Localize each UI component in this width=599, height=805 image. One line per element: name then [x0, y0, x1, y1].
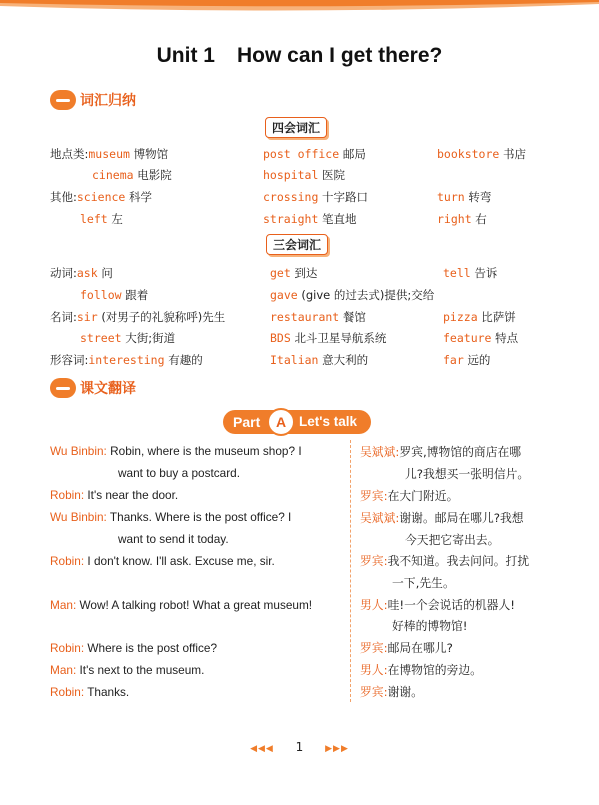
vocab-entry: feature 特点 — [443, 331, 519, 345]
part-title: Let's talk — [293, 410, 371, 434]
page-title — [0, 44, 599, 68]
dialogue-line-cn: 男人:哇!一个会说话的机器人! — [360, 598, 516, 612]
dialogue-line-cn: 罗宾:我不知道。我去问问。打扰 — [360, 554, 530, 568]
vocab-entry: cinema 电影院 — [92, 168, 172, 182]
dialogue-line-en: Man: It's next to the museum. — [50, 663, 205, 677]
vocab-entry: far 远的 — [443, 353, 491, 367]
dialogue-line-en: Wu Binbin: Thanks. Where is the post office? I — [50, 510, 292, 524]
page-number: 1 — [295, 740, 304, 754]
vocab-entry: left 左 — [80, 212, 123, 226]
vocab-entry: follow 跟着 — [80, 288, 149, 302]
vocab-entry: turn 转弯 — [437, 190, 492, 204]
vocab-entry: hospital 医院 — [263, 168, 346, 182]
tag-three-level-vocab: 三会词汇 — [266, 234, 328, 255]
page-footer — [0, 740, 599, 754]
vocab-row: 动词:ask 问 — [50, 266, 113, 280]
vocab-entry: street 大街;街道 — [80, 331, 176, 345]
dialogue-line-cn: 吴斌斌:罗宾,博物馆的商店在哪 — [360, 445, 522, 459]
vocab-entry: Italian 意大利的 — [270, 353, 369, 367]
vocab-entry: right 右 — [437, 212, 487, 226]
vocab-row: 地点类:museum 博物馆 — [50, 147, 169, 161]
vocab-entry: get 到达 — [270, 266, 318, 280]
next-arrows-icon: ▶▶▶ — [325, 744, 349, 754]
dialogue-line-en: Robin: Where is the post office? — [50, 641, 218, 655]
vocab-entry: straight 笔直地 — [263, 212, 357, 226]
vocab-entry: crossing 十字路口 — [263, 190, 369, 204]
prev-arrows-icon: ◀◀◀ — [250, 744, 274, 754]
section-marker-icon — [50, 90, 76, 110]
part-letter-badge: A — [267, 408, 295, 436]
tag-four-level-vocab: 四会词汇 — [265, 117, 327, 138]
vocab-row: 其他:science 科学 — [50, 190, 152, 204]
vocab-entry: tell 告诉 — [443, 266, 498, 280]
vocab-entry: gave (give 的过去式)提供;交给 — [270, 288, 435, 302]
dialogue-line-cn: 男人:在博物馆的旁边。 — [360, 663, 482, 677]
vocab-entry: BDS 北斗卫星导航系统 — [270, 331, 387, 345]
dialogue-line-en: Robin: Thanks. — [50, 685, 130, 699]
part-label: Part — [223, 410, 293, 434]
dialogue-line-en: Man: Wow! A talking robot! What a great museum! — [50, 598, 313, 612]
vocab-row: 形容词:interesting 有趣的 — [50, 353, 203, 367]
dialogue-line-en: Robin: It's near the door. — [50, 488, 179, 502]
dialogue-line-en: Robin: I don't know. I'll ask. Excuse me, sir. — [50, 554, 275, 568]
vocab-entry: bookstore 书店 — [437, 147, 526, 161]
section-marker-icon — [50, 378, 76, 398]
dialogue-line-en-cont: want to buy a postcard. — [118, 466, 240, 480]
unit-question: How can I get there? — [236, 44, 443, 67]
dialogue-line-cn: 罗宾:谢谢。 — [360, 685, 423, 699]
section-title-translate: 课文翻译 — [80, 381, 136, 397]
vocab-row: 名词:sir (对男子的礼貌称呼)先生 — [50, 310, 226, 324]
dialogue-line-cn-cont: 儿?我想买一张明信片。 — [405, 467, 530, 481]
top-decorative-band — [0, 0, 599, 14]
dialogue-line-cn-cont: 今天把它寄出去。 — [405, 533, 500, 547]
dialogue-line-cn: 罗宾:邮局在哪儿? — [360, 641, 453, 655]
vocab-entry: post office 邮局 — [263, 147, 366, 161]
dialogue-line-en: Wu Binbin: Robin, where is the museum shop? I — [50, 444, 302, 458]
dialogue-line-cn-cont: 好棒的博物馆! — [392, 619, 468, 633]
section-title-vocab: 词汇归纳 — [80, 93, 136, 109]
unit-label: Unit 1 — [156, 44, 215, 67]
vocab-entry: pizza 比萨饼 — [443, 310, 516, 324]
dialogue-line-en-cont: want to send it today. — [118, 532, 229, 546]
section-header-translate — [50, 376, 170, 400]
column-divider — [350, 440, 351, 702]
dialogue-line-cn-cont: 一下,先生。 — [392, 576, 455, 590]
dialogue-line-cn: 罗宾:在大门附近。 — [360, 489, 459, 503]
section-header-vocab — [50, 88, 170, 112]
vocab-entry: restaurant 餐馆 — [270, 310, 366, 324]
dialogue-line-cn: 吴斌斌:谢谢。邮局在哪儿?我想 — [360, 511, 524, 525]
